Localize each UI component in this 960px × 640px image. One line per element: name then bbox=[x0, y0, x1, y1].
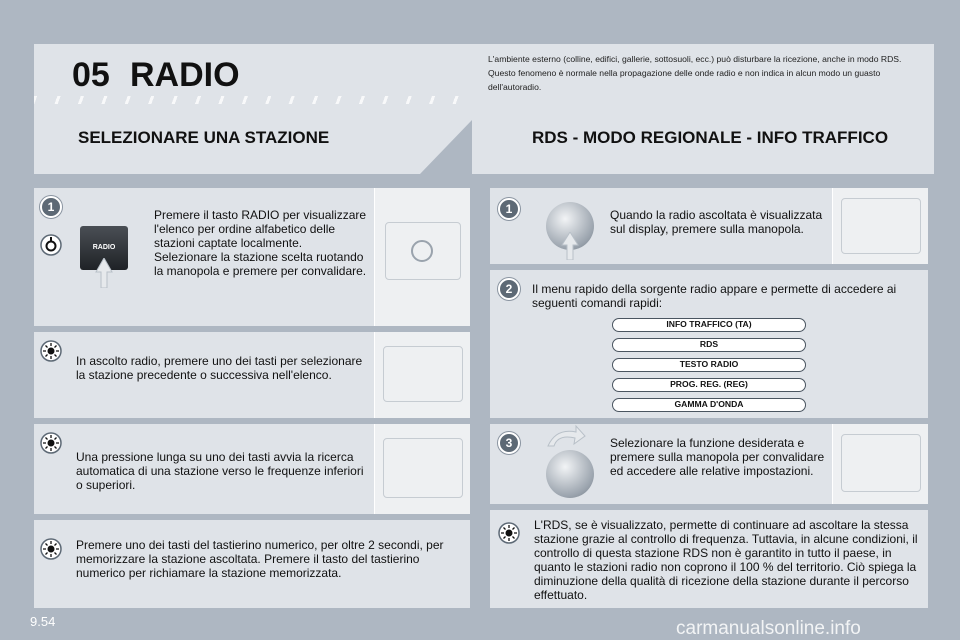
menu-item-waveband[interactable]: GAMMA D'ONDA bbox=[612, 398, 806, 412]
left-tip1-panel bbox=[34, 332, 470, 418]
right-step2-text: Il menu rapido della sorgente radio appare e permette di accedere ai seguenti comandi rapidi: bbox=[532, 282, 897, 310]
right-step3-text: Selezionare la funzione desiderata e premere sulla manopola per convalidare ed accedere alle relative impostazioni. bbox=[610, 436, 825, 478]
right-step1-panel bbox=[490, 188, 928, 264]
watermark: carmanualsonline.info bbox=[676, 618, 861, 639]
tip-lightbulb-icon bbox=[40, 340, 62, 362]
left-step1-text: Premere il tasto RADIO per visualizzare l'elenco per ordine alfabetico delle stazioni captate localmente. Selezionare la stazione scelta ruotando la manopola e premere per convalidare. bbox=[154, 208, 367, 278]
press-arrow-icon bbox=[560, 232, 580, 260]
menu-item-rds[interactable]: RDS bbox=[612, 338, 806, 352]
right-tip-text: L'RDS, se è visualizzato, permette di continuare ad ascoltare la stessa stazione grazie al controllo di frequenza. Tuttavia, in alcune condizioni, il controllo di questa stazione RDS non è garantito in tutto il paese, in quanto le stazioni radio non coprono il 100 % del territorio. Ciò spiega la diminuzione della qualità di ricezione della stazione durante il percorso effettuato. bbox=[534, 518, 918, 602]
left-step1-panel bbox=[34, 188, 470, 326]
left-tip3-panel bbox=[34, 520, 470, 608]
step-badge: 2 bbox=[498, 278, 520, 300]
radio-unit-image bbox=[832, 188, 928, 264]
left-tip2-panel bbox=[34, 424, 470, 514]
right-section-title: RDS - MODO REGIONALE - INFO TRAFFICO bbox=[532, 128, 889, 147]
radio-unit-image bbox=[832, 424, 928, 504]
knob-image bbox=[546, 450, 594, 498]
chapter-number: 05 bbox=[72, 56, 110, 94]
chapter-title: RADIO bbox=[130, 56, 240, 94]
menu-item-regional-mode[interactable]: PROG. REG. (REG) bbox=[612, 378, 806, 392]
step-badge: 1 bbox=[498, 198, 520, 220]
rotate-arrow-icon bbox=[546, 424, 586, 448]
press-arrow-icon bbox=[94, 258, 114, 288]
step-badge: 3 bbox=[498, 432, 520, 454]
radio-unit-image bbox=[374, 188, 470, 326]
menu-item-radio-text[interactable]: TESTO RADIO bbox=[612, 358, 806, 372]
step-badge: 1 bbox=[40, 196, 62, 218]
radio-unit-image bbox=[374, 424, 470, 514]
right-tip-panel bbox=[490, 510, 928, 608]
tip-lightbulb-icon bbox=[40, 432, 62, 454]
radio-source-icon bbox=[40, 234, 62, 256]
tip-lightbulb-icon bbox=[498, 522, 520, 544]
left-section-title: SELEZIONARE UNA STAZIONE bbox=[78, 128, 330, 147]
page-number: 9.54 bbox=[30, 614, 56, 629]
header-stripes bbox=[34, 96, 474, 104]
left-tip3-text: Premere uno dei tasti del tastierino numerico, per oltre 2 secondi, per memorizzare la stazione ascoltata. Premere il tasto del tastierino numerico per richiamare la stazione memorizzata. bbox=[76, 538, 444, 580]
radio-button-label: RADIO bbox=[92, 244, 116, 251]
reception-notice: L'ambiente esterno (colline, edifici, gallerie, sottosuoli, ecc.) può disturbare la ricezione, anche in modo RDS. Questo fenomeno è normale nella propagazione delle onde radio e non indica in alcun modo un guasto dell'autoradio. bbox=[488, 54, 902, 92]
page-fold bbox=[420, 120, 472, 174]
right-step1-text: Quando la radio ascoltata è visualizzata sul display, premere sulla manopola. bbox=[610, 208, 823, 236]
left-tip2-text: Una pressione lunga su uno dei tasti avvia la ricerca automatica di una stazione verso le frequenze inferiori o superiori. bbox=[76, 450, 364, 492]
tip-lightbulb-icon bbox=[40, 538, 62, 560]
menu-item-traffic-info[interactable]: INFO TRAFFICO (TA) bbox=[612, 318, 806, 332]
left-tip1-text: In ascolto radio, premere uno dei tasti per selezionare la stazione precedente o successiva nell'elenco. bbox=[76, 354, 363, 382]
radio-unit-image bbox=[374, 332, 470, 418]
right-step3-panel bbox=[490, 424, 928, 504]
